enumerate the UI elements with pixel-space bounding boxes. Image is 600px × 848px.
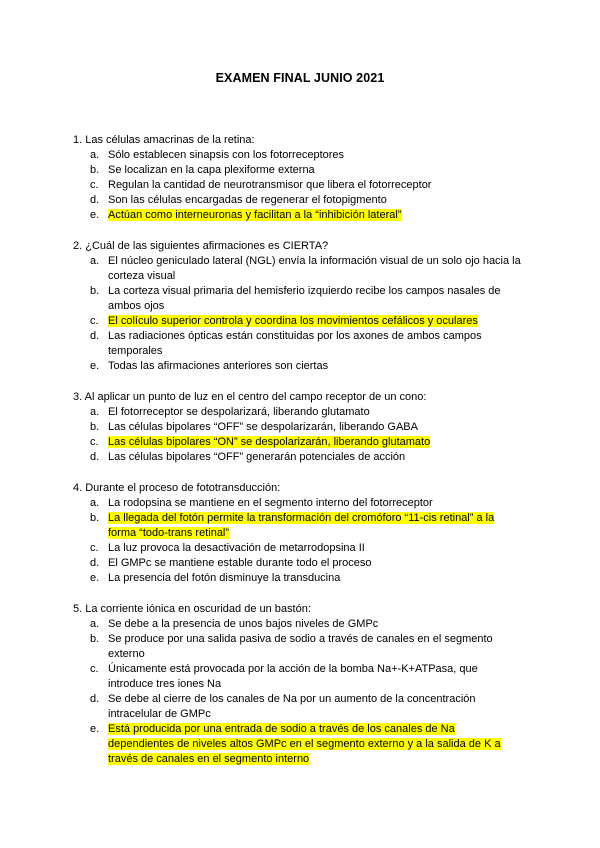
option-letter: c.	[90, 179, 99, 191]
answer-option	[73, 420, 523, 435]
exam-title: EXAMEN FINAL JUNIO 2021	[215, 71, 385, 85]
highlighted-answer-text: Está producida por una entrada de sodio a través de los canales de Na dependientes de niveles altos GMPc en el segmento externo y a la salida de K a través de canales en el segmento interno	[108, 723, 501, 765]
answer-option	[73, 541, 523, 556]
question-2	[73, 239, 523, 374]
answer-option	[73, 632, 523, 662]
question-3	[73, 390, 523, 465]
option-text: Sólo establecen sinapsis con los fotorreceptores	[108, 149, 345, 161]
option-letter: d.	[90, 557, 100, 569]
answer-option	[73, 450, 523, 465]
option-letter: d.	[90, 194, 100, 206]
option-text: Las células bipolares “OFF” se despolarizarán, liberando GABA	[108, 421, 418, 433]
answer-option	[73, 148, 523, 163]
option-letter: c.	[90, 663, 99, 675]
option-text: El fotorreceptor se despolarizará, liberando glutamato	[108, 406, 370, 418]
answer-option	[73, 722, 523, 767]
option-letter: e.	[90, 209, 100, 221]
option-letter: a.	[90, 406, 100, 418]
option-letter: a.	[90, 149, 100, 161]
answer-option	[73, 511, 523, 541]
highlighted-answer-text: Las células bipolares “ON” se despolarizarán, liberando glutamato	[108, 436, 431, 448]
option-letter: c.	[90, 542, 99, 554]
option-text: Se debe a la presencia de unos bajos niveles de GMPc	[108, 618, 379, 630]
option-letter: d.	[90, 330, 100, 342]
question-stem: 3. Al aplicar un punto de luz en el centro del campo receptor de un cono:	[73, 391, 427, 403]
option-letter: a.	[90, 255, 100, 267]
option-text: Regulan la cantidad de neurotransmisor que libera el fotorreceptor	[108, 179, 432, 191]
answer-option	[73, 208, 523, 223]
question-stem: 2. ¿Cuál de las siguientes afirmaciones es CIERTA?	[73, 240, 329, 252]
answer-option	[73, 314, 523, 329]
option-list	[73, 405, 523, 465]
question-stem: 5. La corriente iónica en oscuridad de un bastón:	[73, 603, 311, 615]
option-letter: d.	[90, 451, 100, 463]
question-1	[73, 133, 523, 223]
highlighted-answer-text: Actúan como interneuronas y facilitan a la “inhibición lateral”	[108, 209, 402, 221]
answer-option	[73, 178, 523, 193]
option-list	[73, 496, 523, 586]
answer-option	[73, 496, 523, 511]
answer-option	[73, 329, 523, 359]
option-letter: b.	[90, 633, 100, 645]
option-text: Son las células encargadas de regenerar el fotopigmento	[108, 194, 387, 206]
option-text: Se debe al cierre de los canales de Na por un aumento de la concentración intracelular de GMPc	[108, 693, 476, 720]
option-letter: a.	[90, 497, 100, 509]
question-5	[73, 602, 523, 767]
answer-option	[73, 662, 523, 692]
answer-option	[73, 254, 523, 284]
option-text: Se localizan en la capa plexiforme externa	[108, 164, 315, 176]
option-text: La luz provoca la desactivación de metarrodopsina II	[108, 542, 365, 554]
option-list	[73, 617, 523, 767]
option-letter: d.	[90, 693, 100, 705]
option-letter: a.	[90, 618, 100, 630]
option-letter: c.	[90, 436, 99, 448]
option-text: La corteza visual primaria del hemisferio izquierdo recibe los campos nasales de ambos ojos	[108, 285, 501, 312]
answer-option	[73, 617, 523, 632]
answer-option	[73, 359, 523, 374]
option-text: La presencia del fotón disminuye la transducina	[108, 572, 341, 584]
highlighted-answer-text: El colículo superior controla y coordina los movimientos cefálicos y oculares	[108, 315, 478, 327]
option-text: La rodopsina se mantiene en el segmento interno del fotorreceptor	[108, 497, 433, 509]
questions-list	[73, 133, 523, 783]
answer-option	[73, 284, 523, 314]
option-text: El GMPc se mantiene estable durante todo el proceso	[108, 557, 372, 569]
option-letter: b.	[90, 285, 100, 297]
answer-option	[73, 193, 523, 208]
option-letter: c.	[90, 315, 99, 327]
answer-option	[73, 556, 523, 571]
option-letter: e.	[90, 572, 100, 584]
option-list	[73, 148, 523, 223]
answer-option	[73, 163, 523, 178]
question-stem: 1. Las células amacrinas de la retina:	[73, 134, 255, 146]
option-letter: e.	[90, 723, 100, 735]
option-text: El núcleo geniculado lateral (NGL) envía la información visual de un solo ojo hacia la corteza visual	[108, 255, 521, 282]
option-letter: b.	[90, 421, 100, 433]
option-text: Únicamente está provocada por la acción de la bomba Na+-K+ATPasa, que introduce tres iones Na	[108, 663, 478, 690]
answer-option	[73, 405, 523, 420]
answer-option	[73, 435, 523, 450]
highlighted-answer-text: La llegada del fotón permite la transformación del cromóforo “11-cis retinal” a la forma “todo-trans retinal”	[108, 512, 495, 539]
option-text: Las células bipolares “OFF” generarán potenciales de acción	[108, 451, 406, 463]
question-4	[73, 481, 523, 586]
option-list	[73, 254, 523, 374]
option-letter: e.	[90, 360, 100, 372]
option-text: Las radiaciones ópticas están constituidas por los axones de ambos campos temporales	[108, 330, 482, 357]
option-text: Se produce por una salida pasiva de sodio a través de canales en el segmento externo	[108, 633, 493, 660]
option-letter: b.	[90, 512, 100, 524]
answer-option	[73, 571, 523, 586]
option-text: Todas las afirmaciones anteriores son ciertas	[108, 360, 329, 372]
option-letter: b.	[90, 164, 100, 176]
question-stem: 4. Durante el proceso de fototransducción:	[73, 482, 281, 494]
answer-option	[73, 692, 523, 722]
